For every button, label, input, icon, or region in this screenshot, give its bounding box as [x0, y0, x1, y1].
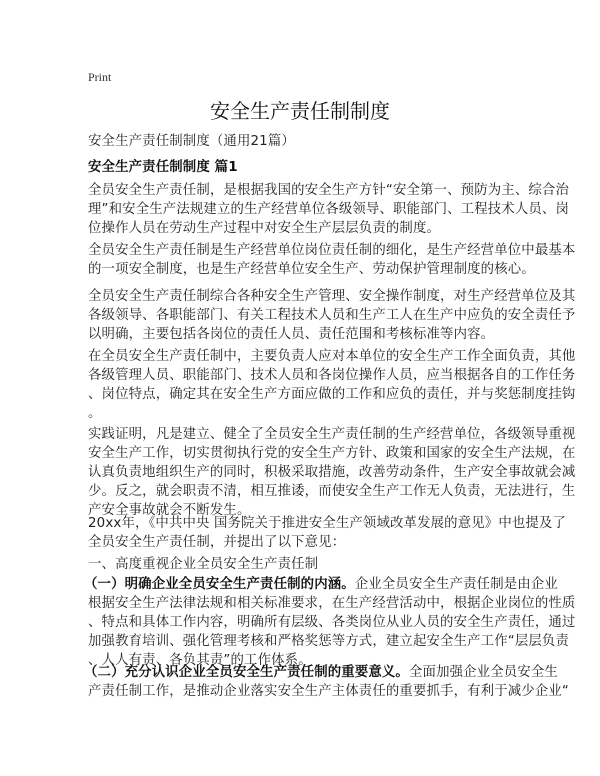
line: 、人人有责、各负其责”的工作体系。 [88, 653, 312, 668]
paragraph-2 [88, 241, 576, 279]
print-label[interactable]: Print [88, 70, 112, 84]
paragraph-5 [88, 425, 576, 520]
line: 以明确，主要包括各岗位的责任人员、责任范围和考核标准等内容。 [88, 327, 495, 342]
line: 20xx年，《中共中央 国务院关于推进安全生产领域改革发展的意见》中也提及了 [88, 516, 567, 531]
line: 产安全事故就会不断发生。 [88, 503, 251, 518]
line: 理”和安全生产法规建立的生产经营单位各级领导、职能部门、工程技术人员、岗 [88, 202, 570, 217]
line: 产责任制工作，是推动企业落实安全生产主体责任的重要抓手，有利于减少企业“ [88, 684, 570, 699]
section-heading [88, 158, 528, 177]
line: 少。反之，就会职责不清，相互推诿，而使安全生产工作无人负责，无法进行，生 [88, 484, 576, 499]
document-title: 安全生产责任制制度 [210, 99, 390, 123]
paragraph-3 [88, 287, 576, 344]
line: 的一项安全制度，也是生产经营单位安全生产、劳动保护管理制度的核心。 [88, 262, 535, 277]
item-1-lead: （一）明确企业全员安全生产责任制的内涵。 [84, 577, 355, 592]
paragraph-1 [88, 181, 570, 238]
line: 全员安全生产责任制，并提出了以下意见： [88, 535, 346, 550]
line: 位操作人员在劳动生产过程中对安全生产层层负责的制度。 [88, 221, 441, 236]
line: 全员安全生产责任制综合各种安全生产管理、安全操作制度，对生产经营单位及其 [88, 289, 576, 304]
item-2-lead: （二）充分认识企业全员安全生产责任制的重要意义。 [84, 665, 409, 680]
line: 各级领导、各职能部门、有关工程技术人员和生产工人在生产中应负的安全责任予 [88, 308, 576, 323]
line: 安全生产工作，切实贯彻执行党的安全生产方针、政策和国家的安全生产法规，在 [88, 446, 576, 461]
paragraph-4 [88, 347, 576, 423]
line: 各级管理人员、职能部门、技术人员和各岗位操作人员，应当根据各自的工作任务 [88, 368, 576, 383]
line: 、特点和具体工作内容，明确所有层级、各类岗位从业人员的安全生产责任，通过 [88, 615, 576, 630]
line: 加强教育培训、强化管理考核和严格奖惩等方式，建立起安全生产工作“层层负责 [88, 634, 570, 649]
paragraph-6 [88, 514, 567, 552]
document-subtitle [88, 132, 528, 151]
line: 认真负责地组织生产的同时，积极采取措施，改善劳动条件，生产安全事故就会减 [88, 465, 576, 480]
line: 实践证明，凡是建立、健全了全员安全生产责任制的生产经营单位，各级领导重视 [88, 427, 576, 442]
subtitle-text: 安全生产责任制制度（通用21篇） [88, 134, 295, 149]
line: 根据安全生产法律法规和相关标准要求，在生产经营活动中，根据企业岗位的性质 [88, 596, 576, 611]
line: 全员安全生产责任制是生产经营单位岗位责任制的细化，是生产经营单位中最基本 [88, 243, 576, 258]
line: 、岗位特点，确定其在安全生产方面应做的工作和应负的责任，并与奖惩制度挂钩 [88, 387, 576, 402]
item-1-rest: 企业全员安全生产责任制是由企业 [354, 577, 558, 592]
item-2 [84, 663, 570, 701]
line: 。 [88, 406, 102, 421]
line: 在全员安全生产责任制中，主要负责人应对本单位的安全生产工作全面负责，其他 [88, 349, 576, 364]
line: 全员安全生产责任制，是根据我国的安全生产方针“安全第一、预防为主、综合治 [88, 183, 570, 198]
line: 一、高度重视企业全员安全生产责任制 [88, 557, 319, 572]
item-1 [84, 575, 576, 670]
paragraph-7 [88, 555, 528, 574]
section-heading-text: 安全生产责任制制度 篇1 [88, 160, 238, 175]
item-2-rest: 全面加强企业全员安全生 [408, 665, 558, 680]
